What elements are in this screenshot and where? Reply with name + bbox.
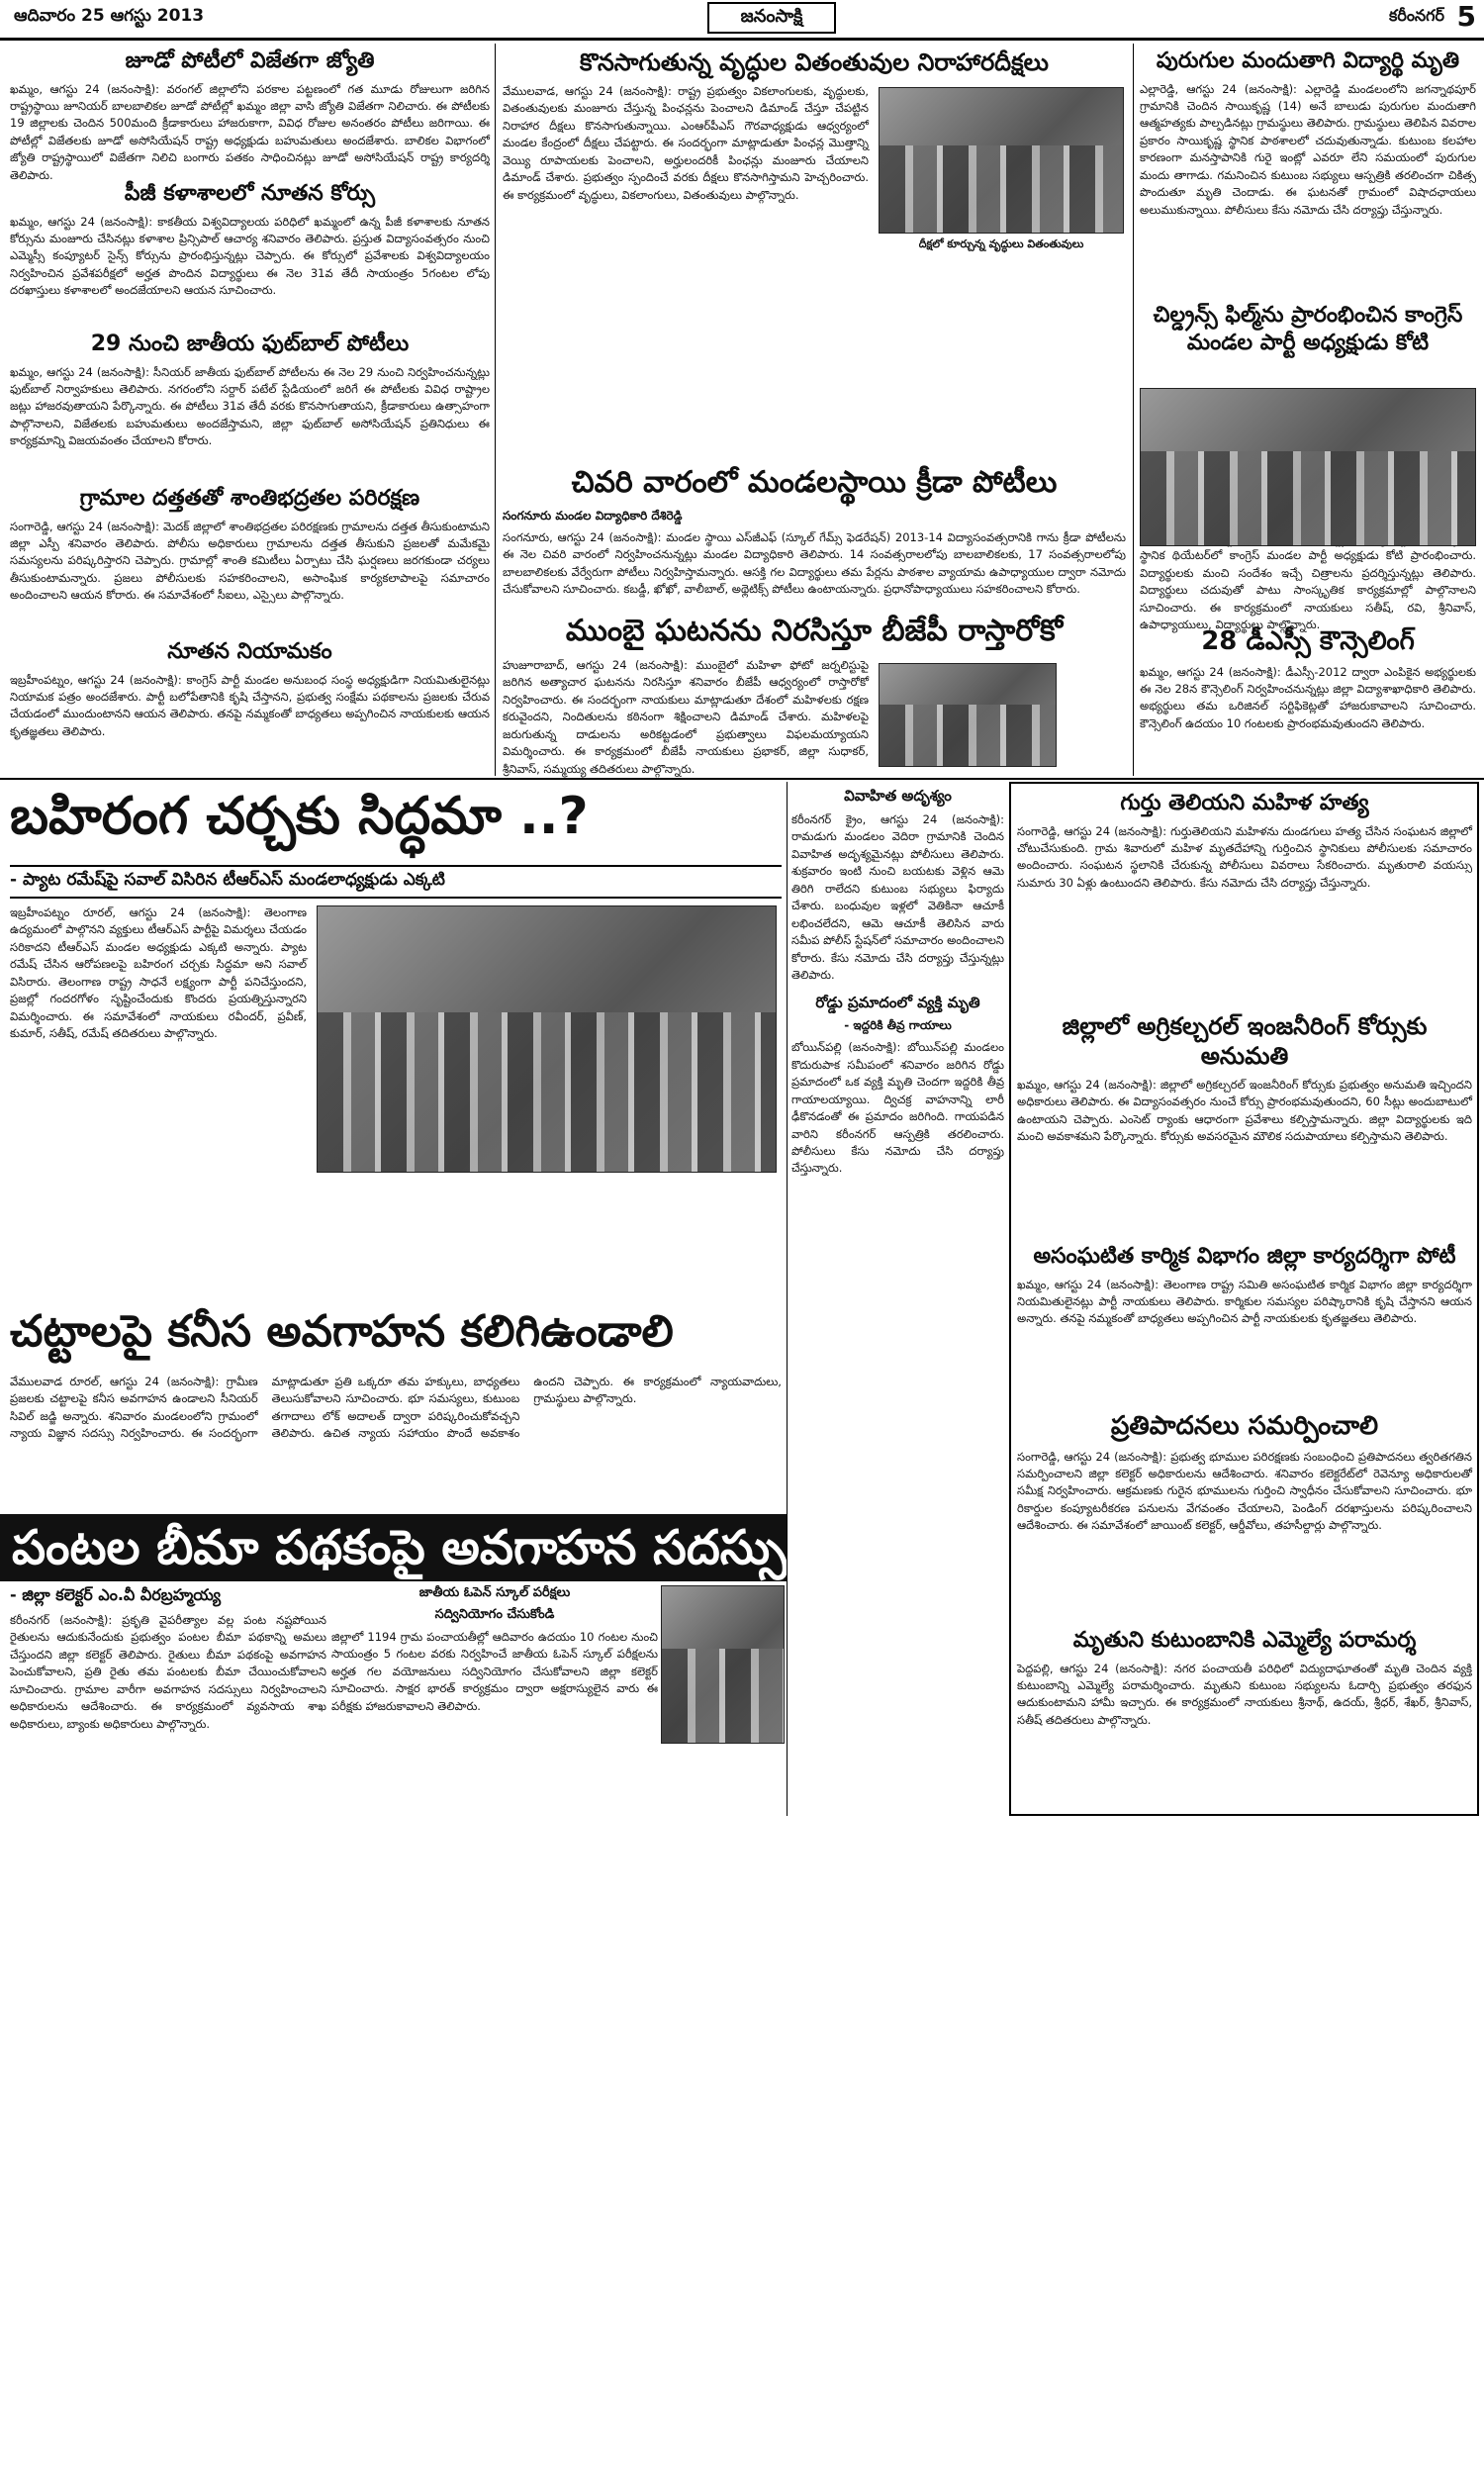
masthead-logo	[707, 2, 836, 34]
article-murder-body: సంగారెడ్డి, ఆగస్టు 24 (జనంసాక్షి): గుర్తుతెలియని మహిళను దుండగులు హత్య చేసిన సంఘటన జిల్లాలో చోటుచేసుకుంది. గ్రామ శివారులో మహిళ మృతదేహాన్ని గుర్తించిన స్థానికులు పోలీసులకు సమాచారం అందించారు. సంఘటన స్థలానికి చేరుకున్న పోలీసులు వివరాలు సేకరించారు. మృతురాలి వయస్సు సుమారు 30 ఏళ్లు ఉంటుందని తెలిపారు. కేసు నమోదు చేసి దర్యాప్తు చేస్తున్నారు.	[1017, 823, 1472, 890]
photo-trs-leaders	[317, 905, 777, 1173]
article-pesticide	[1140, 48, 1476, 295]
article-open-school-subtitle: సద్వినియోగం చేసుకోండి	[434, 1607, 555, 1622]
article-murder	[1017, 790, 1472, 1007]
article-mla-title: మృతుని కుటుంబానికి ఎమ్మెల్యే పరామర్శ	[1072, 1628, 1417, 1653]
article-pg-course-body: ఖమ్మం, ఆగస్టు 24 (జనంసాక్షి): కాకతీయ విశ్వవిద్యాలయ పరిధిలో ఖమ్మంలో ఉన్న పీజీ కళాశాలకు నూతన కోర్సును మంజూరు చేసినట్లు కళాశాల ప్రిన్సిపాల్ ఆచార్య శనివారం తెలిపారు. ప్రస్తుత విద్యాసంవత్సరం నుంచి ఎమ్మెస్సీ కంప్యూటర్ సైన్స్ కోర్సును ప్రారంభిస్తున్నట్లు చెప్పారు. ఈ కోర్సులో ప్రవేశాలకు విశ్వవిద్యాలయం నిర్వహించిన ప్రవేశపరీక్షలో అర్హత పొందిన విద్యార్థులు ఈ నెల 31వ తేదీ సాయంత్రం 5గంటల లోపు దరఖాస్తులు కళాశాలలో అందజేయాలని ఆయన సూచించారు.	[10, 214, 490, 298]
photo-childrens-film	[1140, 388, 1476, 546]
article-pg-course	[10, 180, 490, 327]
edition-date: ఆదివారం 25 ఆగస్టు 2013	[14, 6, 205, 26]
article-crops-title: పంటల బీమా పథకంపై అవగాహన సదస్సు	[12, 1520, 788, 1575]
article-agri-body: ఖమ్మం, ఆగస్టు 24 (జనంసాక్షి): జిల్లాలో అగ్రికల్చరల్ ఇంజనీరింగ్ కోర్సుకు ప్రభుత్వం అనుమతి ఇచ్చిందని అధికారులు తెలిపారు. ఈ విద్యాసంవత్సరం నుంచే కోర్సు ప్రారంభమవుతుందని, 60 సీట్లు అందుబాటులో ఉంటాయని చెప్పారు. ఎంసెట్ ర్యాంకు ఆధారంగా ప్రవేశాలు కల్పిస్తామన్నారు. జిల్లా విద్యార్థులకు ఇది మంచి అవకాశమని పేర్కొన్నారు. కోర్సుకు అవసరమైన మౌలిక సదుపాయాలు కల్పిస్తామని తెలిపారు.	[1017, 1078, 1472, 1144]
column-rule	[787, 782, 788, 1816]
article-laws	[10, 1306, 782, 1509]
article-open-school-title: జాతీయ ఓపెన్ స్కూల్ పరీక్షలు	[418, 1585, 571, 1600]
article-laws-title: చట్టాలపై కనీస అవగాహన కలిగిఉండాలి	[10, 1306, 674, 1357]
article-football-title: 29 నుంచి జాతీయ ఫుట్‌బాల్ పోటీలు	[90, 332, 410, 356]
article-judo-title: జూడో పోటీలో విజేతగా జ్యోతి	[125, 48, 375, 73]
article-appointment-title: నూతన నియామకం	[167, 639, 332, 664]
article-debate-body: ఇబ్రహీంపట్నం రూరల్, ఆగస్టు 24 (జనంసాక్షి): తెలంగాణ ఉద్యమంలో పాల్గొనని వ్యక్తులు టీఆర్‌ఎస్ పార్టీపై విమర్శలు చేయడం సరికాదని టీఆర్‌ఎస్ మండల అధ్యక్షుడు ఎక్కటి అన్నారు. ప్యాట రమేష్ చేసిన ఆరోపణలపై బహిరంగ చర్చకు సిద్ధమా అని సవాల్ విసిరారు. తెలంగాణ రాష్ట్ర సాధనే లక్ష్యంగా పార్టీ పనిచేస్తుందని, ప్రజల్లో గందరగోళం సృష్టించేందుకు కొందరు ప్రయత్నిస్తున్నారని విమర్శించారు. ఈ సమావేశంలో నాయకులు రవీందర్, ప్రవీణ్, కుమార్, సతీష్, రమేష్ తదితరులు పాల్గొన్నారు.	[10, 905, 307, 1041]
column-rule	[1133, 44, 1134, 776]
article-agri	[1017, 1011, 1472, 1239]
article-missing-woman-body: కరీంనగర్ క్రైం, ఆగస్టు 24 (జనంసాక్షి): రామడుగు మండలం వెదిరా గ్రామానికి చెందిన వివాహిత అదృశ్యమైనట్లు పోలీసులు తెలిపారు. శుక్రవారం ఇంటి నుంచి బయటకు వెళ్లిన ఆమె తిరిగి రాలేదని కుటుంబ సభ్యులు ఫిర్యాదు చేశారు. బంధువుల ఇళ్లలో వెతికినా ఆచూకీ లభించలేదని, ఆమె ఆచూకీ తెలిసిన వారు సమీప పోలీస్ స్టేషన్‌లో సమాచారం అందించాలని కోరారు. కేసు నమోదు చేసి దర్యాప్తు చేస్తున్నట్లు తెలిపారు.	[791, 811, 1004, 982]
article-mumbai-body: హుజూరాబాద్, ఆగస్టు 24 (జనంసాక్షి): ముంబైలో మహిళా ఫోటో జర్నలిస్టుపై జరిగిన అత్యాచార ఘటనను నిరసిస్తూ శనివారం బీజేపీ ఆధ్వర్యంలో రాస్తారోకో నిర్వహించారు. ఈ సందర్భంగా నాయకులు మాట్లాడుతూ దేశంలో మహిళలకు రక్షణ కరువైందని, నిందితులను కఠినంగా శిక్షించాలని డిమాండ్ చేశారు. మహిళలపై జరుగుతున్న దాడులను అరికట్టడంలో ప్రభుత్వాలు విఫలమయ్యాయని విమర్శించారు. ఈ కార్యక్రమంలో బీజేపీ నాయకులు ప్రభాకర్, జిల్లా సుధాకర్, శ్రీనివాస్, సమ్మయ్య తదితరులు పాల్గొన్నారు.	[503, 658, 869, 776]
article-sports-byline: సంగనూరు మండల విద్యాధికారి దేశిరెడ్డి	[503, 509, 683, 523]
article-crops-banner	[0, 1514, 787, 1581]
article-villages	[10, 485, 490, 633]
article-debate-subtitle: - ప్యాట రమేష్‌పై సవాల్ విసిరిన టీఆర్‌ఎస్ మండలాధ్యక్షుడు ఎక్కటి	[10, 865, 782, 899]
article-crops	[10, 1585, 326, 1813]
article-unorganised	[1017, 1243, 1472, 1406]
article-judo	[10, 48, 490, 182]
article-pg-course-title: పీజీ కళాశాలలో నూతన కోర్సు	[124, 181, 376, 206]
article-villages-body: సంగారెడ్డి, ఆగస్టు 24 (జనంసాక్షి): మెదక్ జిల్లాలో శాంతిభద్రతల పరిరక్షణకు గ్రామాలను దత్తత తీసుకుంటామని జిల్లా ఎస్పీ శనివారం తెలిపారు. పోలీసు అధికారులు గ్రామాలను దత్తత తీసుకుని ప్రజలతో మమేకమై సమస్యలను పరిష్కరిస్తారని చెప్పారు. గ్రామాల్లో శాంతి కమిటీలు ఏర్పాటు చేసి ఘర్షణలు జరగకుండా చర్యలు తీసుకుంటామన్నారు. ప్రజలు పోలీసులకు సహకరించాలని, అసాంఘిక కార్యకలాపాలపై సమాచారం అందించాలని ఆయన కోరారు. ఈ సమావేశంలో సీఐలు, ఎస్సైలు పాల్గొన్నారు.	[10, 519, 490, 603]
photo-bjp-rasta-roko	[879, 663, 1057, 767]
article-crops-body: కరీంనగర్ (జనంసాక్షి): ప్రకృతి వైపరీత్యాల వల్ల పంట నష్టపోయిన రైతులను ఆదుకునేందుకు ప్రభుత్వం పంటల బీమా పథకాన్ని అమలు చేస్తుందని జిల్లా కలెక్టర్ తెలిపారు. రైతులు బీమా పథకంపై అవగాహన పెంచుకోవాలని, ప్రతి రైతు తమ పంటలకు బీమా చేయించుకోవాలని సూచించారు. గ్రామాల వారీగా అవగాహన సదస్సులు నిర్వహించాలని అధికారులను ఆదేశించారు. ఈ కార్యక్రమంలో వ్యవసాయ శాఖ అధికారులు, బ్యాంకు అధికారులు పాల్గొన్నారు.	[10, 1613, 326, 1731]
article-laws-body: వేములవాడ రూరల్, ఆగస్టు 24 (జనంసాక్షి): గ్రామీణ ప్రజలకు చట్టాలపై కనీస అవగాహన ఉండాలని సీనియర్ సివిల్ జడ్జి అన్నారు. శనివారం మండలంలోని గ్రామంలో న్యాయ విజ్ఞాన సదస్సు నిర్వహించారు. ఈ సందర్భంగా మాట్లాడుతూ ప్రతి ఒక్కరూ తమ హక్కులు, బాధ్యతలు తెలుసుకోవాలని సూచించారు. భూ సమస్యలు, కుటుంబ తగాదాలు లోక్ అదాలత్ ద్వారా పరిష్కరించుకోవచ్చని తెలిపారు. ఉచిత న్యాయ సహాయం పొందే అవకాశం ఉందని చెప్పారు. ఈ కార్యక్రమంలో న్యాయవాదులు, గ్రామస్థులు పాల్గొన్నారు.	[10, 1375, 782, 1441]
article-appointment	[10, 638, 490, 762]
section-rule	[0, 778, 1484, 780]
article-road-accident-body: బోయిన్‌పల్లి (జనంసాక్షి): బోయిన్‌పల్లి మండలం కొదురుపాక సమీపంలో శనివారం జరిగిన రోడ్డు ప్రమాదంలో ఒక వ్యక్తి మృతి చెందగా ఇద్దరికి తీవ్ర గాయాలయ్యాయి. ద్విచక్ర వాహనాన్ని లారీ ఢీకొనడంతో ఈ ప్రమాదం జరిగింది. గాయపడిన వారిని కరీంనగర్ ఆస్పత్రికి తరలించారు. పోలీసులు కేసు నమోదు చేసి దర్యాప్తు చేస్తున్నారు.	[791, 1040, 1004, 1176]
article-agri-title: జిల్లాలో అగ్రికల్చరల్ ఇంజనీరింగ్ కోర్సుకు అనుమతి	[1062, 1012, 1428, 1070]
article-missing-woman	[791, 787, 1004, 1717]
article-unorganised-body: ఖమ్మం, ఆగస్టు 24 (జనంసాక్షి): తెలంగాణ రాష్ట్ర సమితి అసంఘటిత కార్మిక విభాగం జిల్లా కార్యదర్శిగా నియమితులైనట్లు పార్టీ నాయకులు తెలిపారు. కార్మికుల సమస్యల పరిష్కారానికి కృషి చేస్తానని ఆయన అన్నారు. తనపై నమ్మకంతో బాధ్యతలు అప్పగించిన పార్టీ నాయకులకు కృతజ్ఞతలు తెలిపారు.	[1017, 1277, 1472, 1326]
article-proposals	[1017, 1410, 1472, 1623]
article-elders-body: వేములవాడ, ఆగస్టు 24 (జనంసాక్షి): రాష్ట్ర ప్రభుత్వం వికలాంగులకు, వృద్ధులకు, వితంతువులకు మంజూరు చేస్తున్న పింఛన్లను పెంచాలని డిమాండ్ చేస్తూ చేపట్టిన నిరాహార దీక్షలు కొనసాగుతున్నాయి. ఎంఆర్‌పీఎస్ గౌరవాధ్యక్షుడు ఆధ్వర్యంలో మండల కేంద్రంలో దీక్షలు చేపట్టారు. ఈ సందర్భంగా మాట్లాడుతూ పింఛన్ల మొత్తాన్ని వెయ్యి రూపాయలకు పెంచాలని, అర్హులందరికీ పింఛన్లు మంజూరు చేయాలని డిమాండ్ చేశారు. ప్రభుత్వం స్పందించే వరకు దీక్షలు కొనసాగిస్తామని హెచ్చరించారు. ఈ కార్యక్రమంలో వృద్ధులు, వికలాంగులు, వితంతువులు పాల్గొన్నారు.	[503, 84, 869, 202]
page-number: 5	[1456, 0, 1476, 33]
masthead-brand: జనంసాక్షి	[740, 5, 803, 27]
article-childrens-film-body: స్థానిక థియేటర్‌లో కాంగ్రెస్ మండల పార్టీ అధ్యక్షుడు కోటి ప్రారంభించారు. విద్యార్థులకు మంచి సందేశం ఇచ్చే చిత్రాలను ప్రదర్శిస్తున్నట్లు తెలిపారు. విద్యార్థులు చదువుతో పాటు సాంస్కృతిక కార్యక్రమాల్లో పాల్గొనాలని సూచించారు. ఈ కార్యక్రమంలో నాయకులు సతీష్, రవి, శ్రీనివాస్, ఉపాధ్యాయులు, విద్యార్థులు పాల్గొన్నారు.	[1140, 548, 1476, 632]
article-dsc	[1140, 625, 1476, 772]
article-appointment-body: ఇబ్రహీంపట్నం, ఆగస్టు 24 (జనంసాక్షి): కాంగ్రెస్ పార్టీ మండల అనుబంధ సంస్థ అధ్యక్షుడిగా నియమితులైనట్లు నియామక పత్రం అందజేశారు. పార్టీ బలోపేతానికి కృషి చేస్తానని, ప్రభుత్వ సంక్షేమ పథకాలను ప్రజలకు చేరువ చేయడంలో ముందుంటానని ఆయన తెలిపారు. తనపై నమ్మకంతో బాధ్యతలు అప్పగించిన నాయకులకు ఆయన కృతజ్ఞతలు తెలిపారు.	[10, 672, 490, 738]
article-dsc-body: ఖమ్మం, ఆగస్టు 24 (జనంసాక్షి): డీఎస్సీ-2012 ద్వారా ఎంపికైన అభ్యర్థులకు ఈ నెల 28న కౌన్సెలింగ్ నిర్వహించనున్నట్లు జిల్లా విద్యాశాఖాధికారి తెలిపారు. అభ్యర్థులు తమ ఒరిజినల్ సర్టిఫికెట్లతో హాజరుకావాలని సూచించారు. కౌన్సెలింగ్ ఉదయం 10 గంటలకు ప్రారంభమవుతుందని తెలిపారు.	[1140, 664, 1476, 730]
photo-elders-protest	[879, 87, 1124, 234]
article-mumbai-title: ముంబై ఘటనను నిరసిస్తూ బీజేపీ రాస్తారోకో	[565, 614, 1064, 648]
photo-elders-caption: దీక్షలో కూర్చున్న వృద్ధులు వితంతువులు	[918, 238, 1084, 250]
photo-collector-meeting	[661, 1585, 785, 1744]
article-road-accident-subtitle: - ఇద్దరికి తీవ్ర గాయాలు	[844, 1018, 952, 1033]
article-mla	[1017, 1627, 1472, 1810]
column-rule	[495, 44, 496, 776]
article-sports-body: సంగనూరు, ఆగస్టు 24 (జనంసాక్షి): మండల స్థాయి ఎస్‌జీఎఫ్ (స్కూల్ గేమ్స్ ఫెడరేషన్) 2013-14 విద్యాసంవత్సరానికి గాను క్రీడా పోటీలను ఈ నెల చివరి వారంలో నిర్వహించనున్నట్లు మండల విద్యాధికారి తెలిపారు. 14 సంవత్సరాలలోపు బాలబాలికలకు, 17 సంవత్సరాలలోపు బాలబాలికలకు వేర్వేరుగా పోటీలు నిర్వహిస్తామన్నారు. ఆసక్తి గల విద్యార్థులు తమ పేర్లను పాఠశాల వ్యాయామ ఉపాధ్యాయుల ద్వారా నమోదు చేసుకోవాలని సూచించారు. కబడ్డీ, ఖోఖో, వాలీబాల్, అథ్లెటిక్స్ పోటీలు ఉంటాయన్నారు. ప్రధానోపాధ్యాయులు సహకరించాలని కోరారు.	[503, 530, 1126, 597]
article-murder-title: గుర్తు తెలియని మహిళ హత్య	[1120, 791, 1369, 815]
article-unorganised-title: అసంఘటిత కార్మిక విభాగం జిల్లా కార్యదర్శిగా పోటీ	[1033, 1244, 1456, 1269]
article-villages-title: గ్రామాల దత్తతతో శాంతిభద్రతల పరిరక్షణ	[79, 486, 420, 511]
article-pesticide-title: పురుగుల మందుతాగి విద్యార్థి మృతి	[1156, 48, 1460, 73]
article-crops-subtitle: - జిల్లా కలెక్టర్ ఎం.వీ వీరబ్రహ్మయ్య	[10, 1585, 222, 1604]
article-football-body: ఖమ్మం, ఆగస్టు 24 (జనంసాక్షి): సీనియర్ జాతీయ ఫుట్‌బాల్ పోటీలను ఈ నెల 29 నుంచి నిర్వహించనున్నట్లు ఫుట్‌బాల్ నిర్వాహకులు తెలిపారు. నగరంలోని సర్దార్ పటేల్ స్టేడియంలో జరిగే ఈ పోటీలకు వివిధ రాష్ట్రాల జట్లు హాజరవుతాయని పేర్కొన్నారు. ఈ పోటీలు 31వ తేదీ వరకు కొనసాగుతాయని, క్రీడాకారులు ఉత్సాహంగా పాల్గొనాలని, విజేతలకు బహుమతులు అందజేస్తామని, జిల్లా ఫుట్‌బాల్ అసోసియేషన్ ప్రతినిధులు ఈ కార్యక్రమాన్ని విజయవంతం చేయాలని కోరారు.	[10, 364, 490, 448]
article-dsc-title: 28 డీఎస్సీ కౌన్సెలింగ్	[1201, 626, 1415, 656]
article-football	[10, 331, 490, 481]
article-proposals-title: ప్రతిపాదనలు సమర్పించాలి	[1110, 1411, 1379, 1441]
article-childrens-film-title: చిల్డ్రన్స్ ఫిల్మ్‌ను ప్రారంభించిన కాంగ్రెస్ మండల పార్టీ అధ్యక్షుడు కోటి	[1153, 303, 1463, 355]
article-road-accident-title: రోడ్డు ప్రమాదంలో వ్యక్తి మృతి	[815, 994, 980, 1012]
header-rule	[0, 38, 1484, 41]
article-pesticide-body: ఎల్లారెడ్డి, ఆగస్టు 24 (జనంసాక్షి): ఎల్లారెడ్డి మండలంలోని జగన్నాథపూర్ గ్రామానికి చెందిన సాయికృష్ణ (14) అనే బాలుడు పురుగుల మందుతాగి ఆత్మహత్యకు పాల్పడినట్లు గ్రామస్థులు తెలిపారు. గ్రామస్థులు తెలిపిన వివరాల ప్రకారం సాయికృష్ణ స్థానిక పాఠశాలలో చదువుతున్నాడు. కుటుంబ కలహాల కారణంగా మనస్తాపానికి గురై ఇంట్లో ఎవరూ లేని సమయంలో పురుగుల మందు తాగాడు. గమనించిన కుటుంబ సభ్యులు ఆస్పత్రికి తరలించగా చికిత్స పొందుతూ మృతి చెందాడు. ఈ ఘటనతో గ్రామంలో విషాదఛాయలు అలుముకున్నాయి. పోలీసులు కేసు నమోదు చేసి దర్యాప్తు చేస్తున్నారు.	[1140, 81, 1476, 217]
article-proposals-body: సంగారెడ్డి, ఆగస్టు 24 (జనంసాక్షి): ప్రభుత్వ భూముల పరిరక్షణకు సంబంధించి ప్రతిపాదనలు త్వరితగతిన సమర్పించాలని జిల్లా కలెక్టర్ అధికారులను ఆదేశించారు. శనివారం కలెక్టరేట్‌లో రెవెన్యూ అధికారులతో సమీక్ష నిర్వహించారు. ఆక్రమణకు గురైన భూములను గుర్తించి స్వాధీనం చేసుకోవాలని సూచించారు. భూ రికార్డుల కంప్యూటరీకరణ పనులను వేగవంతం చేయాలని, పెండింగ్ దరఖాస్తులను పరిష్కరించాలని ఆదేశించారు. ఈ సమావేశంలో జాయింట్ కలెక్టర్, ఆర్డీవోలు, తహసీల్దార్లు పాల్గొన్నారు.	[1017, 1449, 1472, 1533]
article-debate-title: బహిరంగ చర్చకు సిద్ధమా ..?	[10, 787, 589, 846]
edition-city: కరీంనగర్	[1388, 6, 1444, 25]
article-sports-title: చివరి వారంలో మండలస్థాయి క్రీడా పోటీలు	[571, 465, 1058, 500]
article-missing-woman-title: వివాహిత అదృశ్యం	[844, 787, 952, 805]
article-elders-title: కొనసాగుతున్న వృద్ధుల వితంతువుల నిరాహారదీక్షలు	[580, 48, 1049, 76]
article-open-school	[331, 1585, 658, 1813]
article-judo-body: ఖమ్మం, ఆగస్టు 24 (జనంసాక్షి): వరంగల్ జిల్లాలోని పరకాల పట్టణంలో గత మూడు రోజులుగా జరిగిన రాష్ట్రస్థాయి జూనియర్ బాలబాలికల జూడో పోటీల్లో ఖమ్మం జిల్లా వాసి జ్యోతి విజేతగా నిలిచారు. ఈ పోటీలకు 19 జిల్లాలకు చెందిన 500మంది క్రీడాకారులు హాజరుకాగా, వివిధ రోజుల అనంతరం పోటీలు జరిగాయి. ఈ పోటీల్లో విజేతలకు జూడో అసోసియేషన్ రాష్ట్ర అధ్యక్షుడు బహుమతులు అందజేశారు. బాలికల విభాగంలో జ్యోతి రాష్ట్రస్థాయిలో విజేతగా నిలిచి బంగారు పతకం సాధించినట్లు జూడో అసోసియేషన్ రాష్ట్ర కార్యదర్శి తెలిపారు.	[10, 81, 490, 182]
article-mla-body: పెద్దపల్లి, ఆగస్టు 24 (జనంసాక్షి): నగర పంచాయతీ పరిధిలో విద్యుదాఘాతంతో మృతి చెందిన వ్యక్తి కుటుంబాన్ని ఎమ్మెల్యే పరామర్శించారు. మృతుని కుటుంబ సభ్యులను ఓదార్చి ప్రభుత్వం తరఫున ఆదుకుంటామని హామీ ఇచ్చారు. ఈ కార్యక్రమంలో నాయకులు శ్రీనాథ్, ఉదయ్, శ్రీధర్, శేఖర్, శ్రీనివాస్, సతీష్ తదితరులు పాల్గొన్నారు.	[1017, 1661, 1472, 1727]
article-open-school-body: జిల్లాలో 1194 గ్రామ పంచాయతీల్లో ఆదివారం ఉదయం 10 గంటల నుంచి సాయంత్రం 5 గంటల వరకు నిర్వహించే జాతీయ ఓపెన్ స్కూల్ పరీక్షలను అర్హత గల వయోజనులు సద్వినియోగం చేసుకోవాలని జిల్లా కలెక్టర్ సూచించారు. సాక్షర భారత్ కార్యక్రమం ద్వారా అక్షరాస్యులైన వారు ఈ పరీక్షకు హాజరుకావాలని తెలిపారు.	[331, 1630, 658, 1713]
